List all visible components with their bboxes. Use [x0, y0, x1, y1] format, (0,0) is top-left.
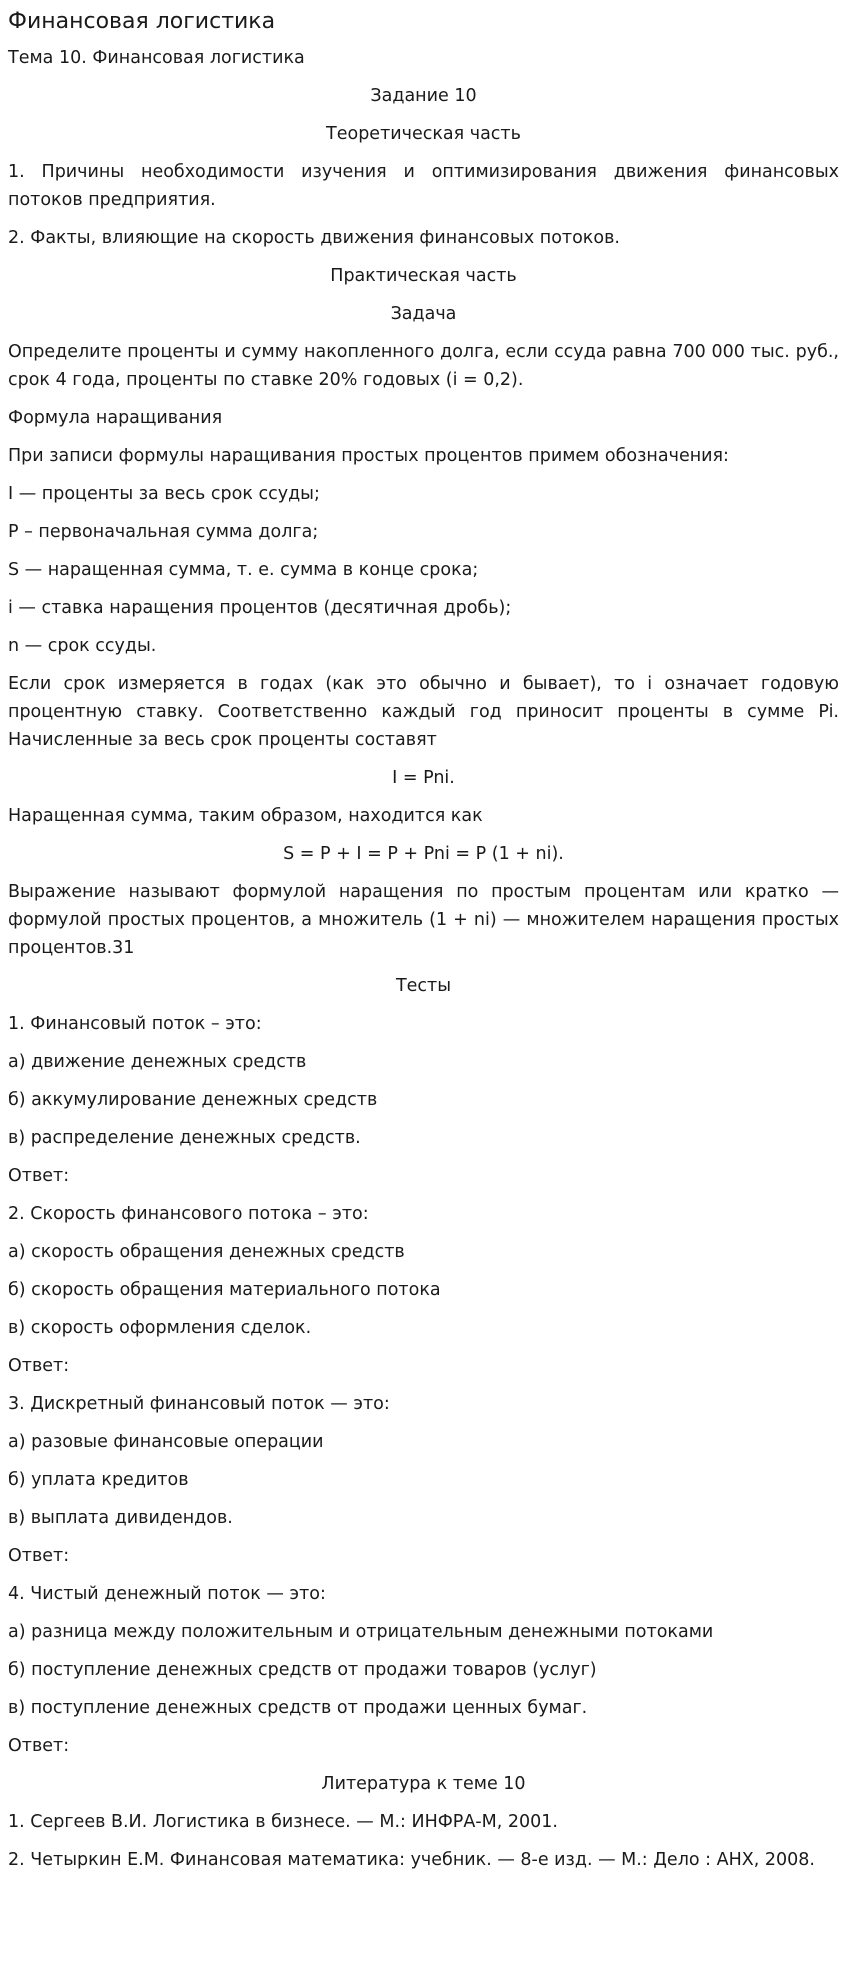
conclusion-text: Выражение называют формулой наращения по простым процентам или кратко — формулой простых процентов, а множитель (1 + ni) — множителем наращения простых процентов.31 — [8, 882, 839, 958]
topic-subtitle: Тема 10. Финансовая логистика — [8, 48, 305, 68]
theory-heading: Теоретическая часть — [326, 124, 521, 144]
answer-label: Ответ: — [8, 1166, 70, 1186]
test-option: б) скорость обращения материального потока — [8, 1280, 441, 1300]
test-option: в) скорость оформления сделок. — [8, 1318, 312, 1338]
answer-label: Ответ: — [8, 1546, 70, 1566]
accrued-text: Наращенная сумма, таким образом, находится как — [8, 806, 483, 826]
test-option: в) распределение денежных средств. — [8, 1128, 361, 1148]
task-heading: Задание 10 — [370, 86, 477, 106]
page-title: Финансовая логистика — [8, 9, 276, 34]
test-option: а) движение денежных средств — [8, 1052, 307, 1072]
practice-heading: Практическая часть — [330, 266, 517, 286]
notation-item: i — ставка наращения процентов (десятичная дробь); — [8, 598, 512, 618]
test-option: а) разница между положительным и отрицательным денежными потоками — [8, 1622, 714, 1642]
test-question: 3. Дискретный финансовый поток — это: — [8, 1394, 390, 1414]
test-option: б) аккумулирование денежных средств — [8, 1090, 378, 1110]
notation-item: P – первоначальная сумма долга; — [8, 522, 319, 542]
formula-heading: Формула наращивания — [8, 408, 223, 428]
test-option: б) поступление денежных средств от продажи товаров (услуг) — [8, 1660, 597, 1680]
test-option: а) разовые финансовые операции — [8, 1432, 324, 1452]
test-option: в) выплата дивидендов. — [8, 1508, 233, 1528]
literature-heading: Литература к теме 10 — [321, 1774, 526, 1794]
formula-interest: I = Pni. — [392, 768, 455, 788]
problem-heading: Задача — [390, 304, 457, 324]
theory-item: 2. Факты, влияющие на скорость движения финансовых потоков. — [8, 228, 620, 248]
answer-label: Ответ: — [8, 1736, 70, 1756]
test-option: а) скорость обращения денежных средств — [8, 1242, 405, 1262]
explanation-text: Если срок измеряется в годах (как это обычно и бывает), то i означает годовую процентную ставку. Соответственно каждый год приносит проценты в сумме Pi. Начисленные за весь срок проценты составят — [8, 674, 839, 750]
answer-label: Ответ: — [8, 1356, 70, 1376]
notation-item: n — срок ссуды. — [8, 636, 157, 656]
test-question: 1. Финансовый поток – это: — [8, 1014, 262, 1034]
test-question: 2. Скорость финансового потока – это: — [8, 1204, 369, 1224]
tests-heading: Тесты — [395, 976, 452, 996]
literature-item: 1. Сергеев В.И. Логистика в бизнесе. — М.: ИНФРА-М, 2001. — [8, 1812, 558, 1832]
literature-item: 2. Четыркин Е.М. Финансовая математика: учебник. — 8-е изд. — М.: Дело : АНХ, 2008. — [8, 1850, 815, 1870]
formula-sum: S = P + I = P + Pni = P (1 + ni). — [283, 844, 564, 864]
theory-item: 1. Причины необходимости изучения и оптимизирования движения финансовых потоков предприятия. — [8, 162, 839, 210]
test-option: б) уплата кредитов — [8, 1470, 189, 1490]
test-option: в) поступление денежных средств от продажи ценных бумаг. — [8, 1698, 588, 1718]
test-question: 4. Чистый денежный поток — это: — [8, 1584, 326, 1604]
notation-item: I — проценты за весь срок ссуды; — [8, 484, 320, 504]
problem-text: Определите проценты и сумму накопленного долга, если ссуда равна 700 000 тыс. руб., срок 4 года, проценты по ставке 20% годовых (i = 0,2). — [8, 342, 839, 390]
notation-intro: При записи формулы наращивания простых процентов примем обозначения: — [8, 446, 729, 466]
notation-item: S — наращенная сумма, т. е. сумма в конце срока; — [8, 560, 479, 580]
